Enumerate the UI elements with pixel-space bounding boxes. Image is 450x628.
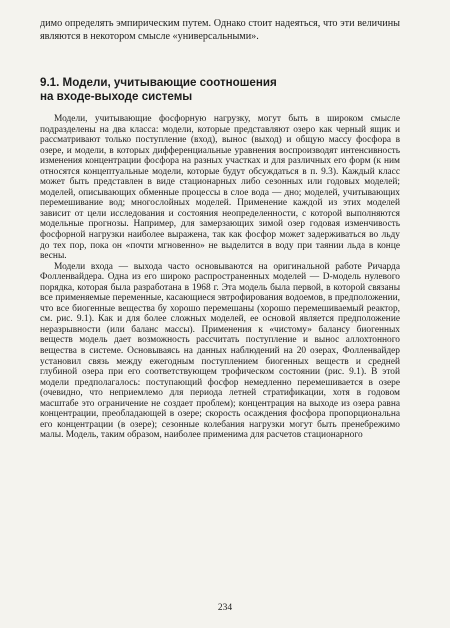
body-paragraph-2: Модели входа — выхода часто основываются на оригинальной работе Ричарда Фолленвайдера. Одна из его широко распространенных моделей — D-модель нулевого порядка, которая была разработана в 1968 г. Эта модель была первой, в которой связаны все применяемые переменные, касающиеся эвтрофирования водоемов, в предположении, что все биогенные вещества бу хорошо перемешаны (хорошо перемешиваемый реактор, см. рис. 9.1). Как и для более сложных моделей, ее основой является предположение неразрывности (или баланс массы). Применения к «чистому» балансу биогенных веществ модель дает возможность рассчитать поступление и вынос аллохтонного вещества в системе. Основываясь на данных наблюдений на 20 озерах, Фолленвайдер установил связь между ежегодным поступлением биогенных веществ и средней глубиной озера при его соответствующем трофическом состоянии (рис. 9.1). В этой модели предполагалось: поступающий фосфор немедленно перемешивается в озере (очевидно, что неприемлемо для периода летней стратификации, хотя в годовом масштабе это ограничение не создает проблем); концентрация на выходе из озера равна концентрации, преобладающей в озере; скорость осаждения фосфора пропорциональна его концентрации (в озере); сезонные колебания нагрузки могут быть пренебрежимо малы. Модель, таким образом, наиболее применима для расчетов стационарного <box>40 261 400 441</box>
body-paragraph-1: Модели, учитывающие фосфорную нагрузку, могут быть в широком смысле подразделены на два класса: модели, которые представляют озеро как черный ящик и рассматривают только поступление (вход), вынос (выход) и общую массу фосфора в озере, и модели, в которых дифференциальные уравнения воспроизводят интенсивность изменения концентрации фосфора на разных участках и для различных его форм (к ним относятся концептуальные модели, которые будут обсуждаться в п. 9.3). Каждый класс может быть представлен в виде стационарных либо сезонных или годовых моделей; моделей, описывающих обменные процессы в слое вода — дно; моделей, учитывающих перемешивание вод; многослойных моделей. Применение каждой из этих моделей зависит от цели исследования и состояния неопределенности, с которой выполняются модельные прогнозы. Например, для замерзающих зимой озер годовая изменчивость фосфорной нагрузки наиболее выражена, так как фосфор может задерживаться во льду до тех пор, пока он «почти мгновенно» не выделится в воду при таянии льда в конце весны. <box>40 114 400 262</box>
section-heading <box>40 76 400 104</box>
section-body <box>40 114 400 441</box>
continued-paragraph: димо определять эмпирическим путем. Однако стоит надеяться, что эти величины являются в некотором смысле «универсальными». <box>40 18 400 42</box>
page-number: 234 <box>217 603 233 613</box>
section-heading-line-1: 9.1. Модели, учитывающие соотношения <box>40 76 277 89</box>
section-heading-line-2: на входе-выходе системы <box>40 90 193 103</box>
